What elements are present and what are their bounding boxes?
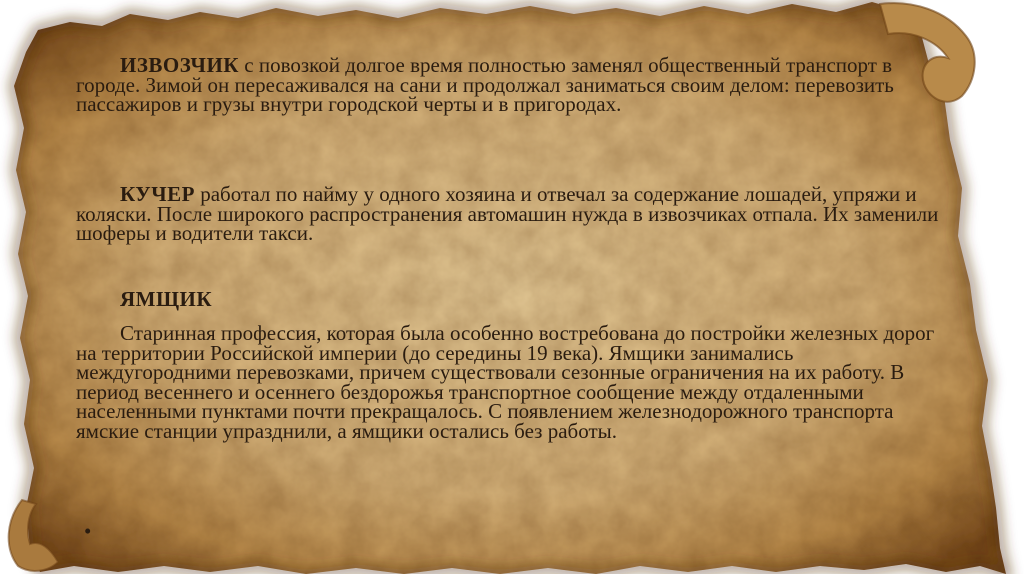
empty-bullet: • [84, 519, 92, 543]
term-izvozchik: ИЗВОЗЧИК [120, 53, 240, 77]
paragraph-izvozchik-text: с повозкой долгое время полностью заменял общественный транспорт в городе. Зимой он пересаживался на сани и продолжал заниматься своим делом: перевозить пассажиров и грузы внутри городской черты и в пригородах. [76, 53, 894, 117]
term-yamshchik: ЯМЩИК [120, 287, 213, 311]
paragraph-izvozchik [76, 53, 946, 117]
paragraph-yamshchik-text: Старинная профессия, которая была особенно востребована до постройки железных дорог на территории Российской империи (до середины 19 века). Ямщики занимались междугородними перевозками, причем существовали сезонные ограничения на их работу. В период весеннего и осеннего бездорожья транспортное сообщение между отдаленными населенными пунктами почти прекращалось. С появлением железнодорожного транспорта ямские станции упразднили, а ямщики остались без работы. [76, 321, 935, 443]
term-kucher: КУЧЕР [120, 182, 195, 206]
paragraph-kucher [76, 182, 946, 246]
paragraph-kucher-text: работал по найму у одного хозяина и отвечал за содержание лошадей, упряжи и коляски. После широкого распространения автомашин нужда в извозчиках отпала. Их заменили шоферы и водители такси. [76, 182, 939, 246]
